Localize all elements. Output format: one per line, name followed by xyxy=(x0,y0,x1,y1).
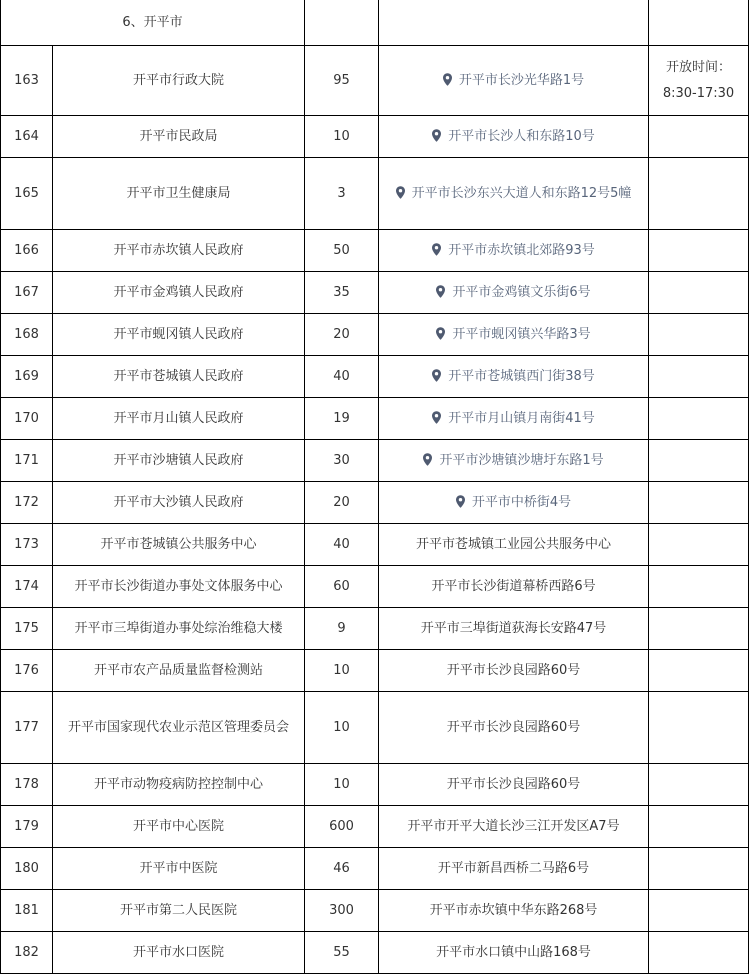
row-number: 172 xyxy=(1,482,53,524)
site-count: 10 xyxy=(305,650,379,692)
site-count: 50 xyxy=(305,230,379,272)
site-address-cell[interactable] xyxy=(379,272,649,314)
table-row xyxy=(1,524,749,566)
opening-hours-cell xyxy=(649,692,749,764)
opening-hours-cell xyxy=(649,272,749,314)
empty-cell xyxy=(379,0,649,46)
table-row xyxy=(1,46,749,116)
site-address: 开平市新昌西桥二马路6号 xyxy=(437,860,590,876)
site-address-cell[interactable] xyxy=(379,158,649,230)
site-address: 开平市沙塘镇沙塘圩东路1号 xyxy=(439,452,604,468)
opening-hours-cell xyxy=(649,806,749,848)
site-count: 30 xyxy=(305,440,379,482)
site-count: 46 xyxy=(305,848,379,890)
site-name: 开平市三埠街道办事处综治维稳大楼 xyxy=(53,608,305,650)
opening-hours-cell xyxy=(649,440,749,482)
site-name: 开平市农产品质量监督检测站 xyxy=(53,650,305,692)
empty-cell xyxy=(649,0,749,46)
row-number: 167 xyxy=(1,272,53,314)
site-name: 开平市长沙街道办事处文体服务中心 xyxy=(53,566,305,608)
site-address: 开平市长沙街道幕桥西路6号 xyxy=(431,578,596,594)
row-number: 171 xyxy=(1,440,53,482)
table-row xyxy=(1,890,749,932)
table-row xyxy=(1,806,749,848)
section-title: 6、开平市 xyxy=(1,0,305,46)
row-number: 170 xyxy=(1,398,53,440)
site-address-cell xyxy=(379,932,649,974)
site-address: 开平市长沙东兴大道人和东路12号5幢 xyxy=(411,185,632,201)
location-pin-icon xyxy=(456,492,465,505)
site-count: 10 xyxy=(305,692,379,764)
site-count: 60 xyxy=(305,566,379,608)
site-count: 40 xyxy=(305,356,379,398)
site-name: 开平市金鸡镇人民政府 xyxy=(53,272,305,314)
site-address: 开平市中桥街4号 xyxy=(471,494,572,510)
table-row xyxy=(1,314,749,356)
site-name: 开平市国家现代农业示范区管理委员会 xyxy=(53,692,305,764)
site-address: 开平市长沙光华路1号 xyxy=(458,72,585,88)
table-row xyxy=(1,230,749,272)
site-count: 600 xyxy=(305,806,379,848)
site-address-cell xyxy=(379,608,649,650)
site-address-cell[interactable] xyxy=(379,356,649,398)
site-address-cell xyxy=(379,692,649,764)
table-row xyxy=(1,608,749,650)
site-count: 3 xyxy=(305,158,379,230)
row-number: 168 xyxy=(1,314,53,356)
row-number: 173 xyxy=(1,524,53,566)
table-row xyxy=(1,482,749,524)
site-address-cell xyxy=(379,566,649,608)
site-name: 开平市苍城镇公共服务中心 xyxy=(53,524,305,566)
table-row xyxy=(1,848,749,890)
location-pin-icon xyxy=(443,70,452,83)
row-number: 177 xyxy=(1,692,53,764)
table-row xyxy=(1,116,749,158)
site-address: 开平市长沙人和东路10号 xyxy=(448,128,595,144)
site-address-cell xyxy=(379,764,649,806)
row-number: 169 xyxy=(1,356,53,398)
opening-hours-cell xyxy=(649,650,749,692)
sites-table-body xyxy=(1,0,749,974)
location-pin-icon xyxy=(432,240,441,253)
location-pin-icon xyxy=(432,408,441,421)
site-address: 开平市长沙良园路60号 xyxy=(446,719,581,735)
site-count: 9 xyxy=(305,608,379,650)
site-address: 开平市开平大道长沙三江开发区A7号 xyxy=(407,818,620,834)
site-address-cell[interactable] xyxy=(379,398,649,440)
row-number: 164 xyxy=(1,116,53,158)
location-pin-icon xyxy=(396,183,405,196)
site-count: 10 xyxy=(305,764,379,806)
row-number: 181 xyxy=(1,890,53,932)
site-address: 开平市长沙良园路60号 xyxy=(446,662,581,678)
site-count: 55 xyxy=(305,932,379,974)
site-address: 开平市月山镇月南街41号 xyxy=(448,410,595,426)
location-pin-icon xyxy=(423,450,432,463)
opening-hours-cell xyxy=(649,524,749,566)
site-address-cell[interactable] xyxy=(379,116,649,158)
table-row xyxy=(1,566,749,608)
site-address-cell[interactable] xyxy=(379,230,649,272)
site-name: 开平市中心医院 xyxy=(53,806,305,848)
row-number: 182 xyxy=(1,932,53,974)
table-row xyxy=(1,398,749,440)
site-name: 开平市民政局 xyxy=(53,116,305,158)
site-address: 开平市赤坎镇中华东路268号 xyxy=(429,902,598,918)
site-count: 20 xyxy=(305,482,379,524)
opening-hours-cell xyxy=(649,398,749,440)
location-pin-icon xyxy=(436,282,445,295)
row-number: 180 xyxy=(1,848,53,890)
row-number: 174 xyxy=(1,566,53,608)
site-address-cell[interactable] xyxy=(379,440,649,482)
site-count: 95 xyxy=(305,46,379,116)
location-pin-icon xyxy=(432,366,441,379)
site-name: 开平市沙塘镇人民政府 xyxy=(53,440,305,482)
site-address-cell[interactable] xyxy=(379,314,649,356)
site-name: 开平市大沙镇人民政府 xyxy=(53,482,305,524)
site-address: 开平市三埠街道荻海长安路47号 xyxy=(420,620,607,636)
site-name: 开平市行政大院 xyxy=(53,46,305,116)
site-address-cell xyxy=(379,650,649,692)
site-name: 开平市中医院 xyxy=(53,848,305,890)
row-number: 165 xyxy=(1,158,53,230)
site-address: 开平市水口镇中山路168号 xyxy=(436,944,591,960)
site-count: 300 xyxy=(305,890,379,932)
site-name: 开平市第二人民医院 xyxy=(53,890,305,932)
table-row xyxy=(1,356,749,398)
site-count: 35 xyxy=(305,272,379,314)
row-number: 179 xyxy=(1,806,53,848)
site-name: 开平市水口医院 xyxy=(53,932,305,974)
table-row xyxy=(1,272,749,314)
table-row xyxy=(1,158,749,230)
site-address: 开平市苍城镇工业园公共服务中心 xyxy=(415,536,611,552)
site-address-cell xyxy=(379,524,649,566)
site-name: 开平市月山镇人民政府 xyxy=(53,398,305,440)
opening-hours-label: 开放时间： xyxy=(665,59,731,75)
table-row xyxy=(1,440,749,482)
site-count: 10 xyxy=(305,116,379,158)
site-count: 40 xyxy=(305,524,379,566)
site-address-cell[interactable] xyxy=(379,46,649,116)
site-name: 开平市动物疫病防控控制中心 xyxy=(53,764,305,806)
site-address-cell xyxy=(379,848,649,890)
section-header-row xyxy=(1,0,749,46)
table-row xyxy=(1,932,749,974)
site-name: 开平市苍城镇人民政府 xyxy=(53,356,305,398)
opening-hours-cell xyxy=(649,848,749,890)
site-count: 20 xyxy=(305,314,379,356)
opening-hours-cell xyxy=(649,608,749,650)
table-row xyxy=(1,650,749,692)
opening-hours-cell xyxy=(649,566,749,608)
site-name: 开平市赤坎镇人民政府 xyxy=(53,230,305,272)
row-number: 166 xyxy=(1,230,53,272)
opening-hours-cell xyxy=(649,764,749,806)
row-number: 163 xyxy=(1,46,53,116)
site-address: 开平市金鸡镇文乐街6号 xyxy=(452,284,591,300)
opening-hours-cell xyxy=(649,356,749,398)
opening-hours-cell xyxy=(649,482,749,524)
opening-hours-cell xyxy=(649,932,749,974)
site-address-cell xyxy=(379,806,649,848)
opening-hours-cell xyxy=(649,116,749,158)
site-address: 开平市长沙良园路60号 xyxy=(446,776,581,792)
row-number: 175 xyxy=(1,608,53,650)
site-count: 19 xyxy=(305,398,379,440)
row-number: 178 xyxy=(1,764,53,806)
opening-hours-cell xyxy=(649,158,749,230)
opening-hours-cell xyxy=(649,314,749,356)
site-address-cell xyxy=(379,890,649,932)
location-pin-icon xyxy=(432,126,441,139)
opening-hours-cell xyxy=(649,230,749,272)
opening-hours-value: 8:30-17:30 xyxy=(662,85,735,101)
opening-hours-cell xyxy=(649,46,749,116)
empty-cell xyxy=(305,0,379,46)
site-name: 开平市卫生健康局 xyxy=(53,158,305,230)
row-number: 176 xyxy=(1,650,53,692)
site-address-cell[interactable] xyxy=(379,482,649,524)
site-address: 开平市苍城镇西门街38号 xyxy=(448,368,595,384)
site-address: 开平市蚬冈镇兴华路3号 xyxy=(452,326,591,342)
site-name: 开平市蚬冈镇人民政府 xyxy=(53,314,305,356)
table-row xyxy=(1,692,749,764)
location-pin-icon xyxy=(436,324,445,337)
opening-hours-cell xyxy=(649,890,749,932)
table-row xyxy=(1,764,749,806)
site-address: 开平市赤坎镇北郊路93号 xyxy=(448,242,595,258)
